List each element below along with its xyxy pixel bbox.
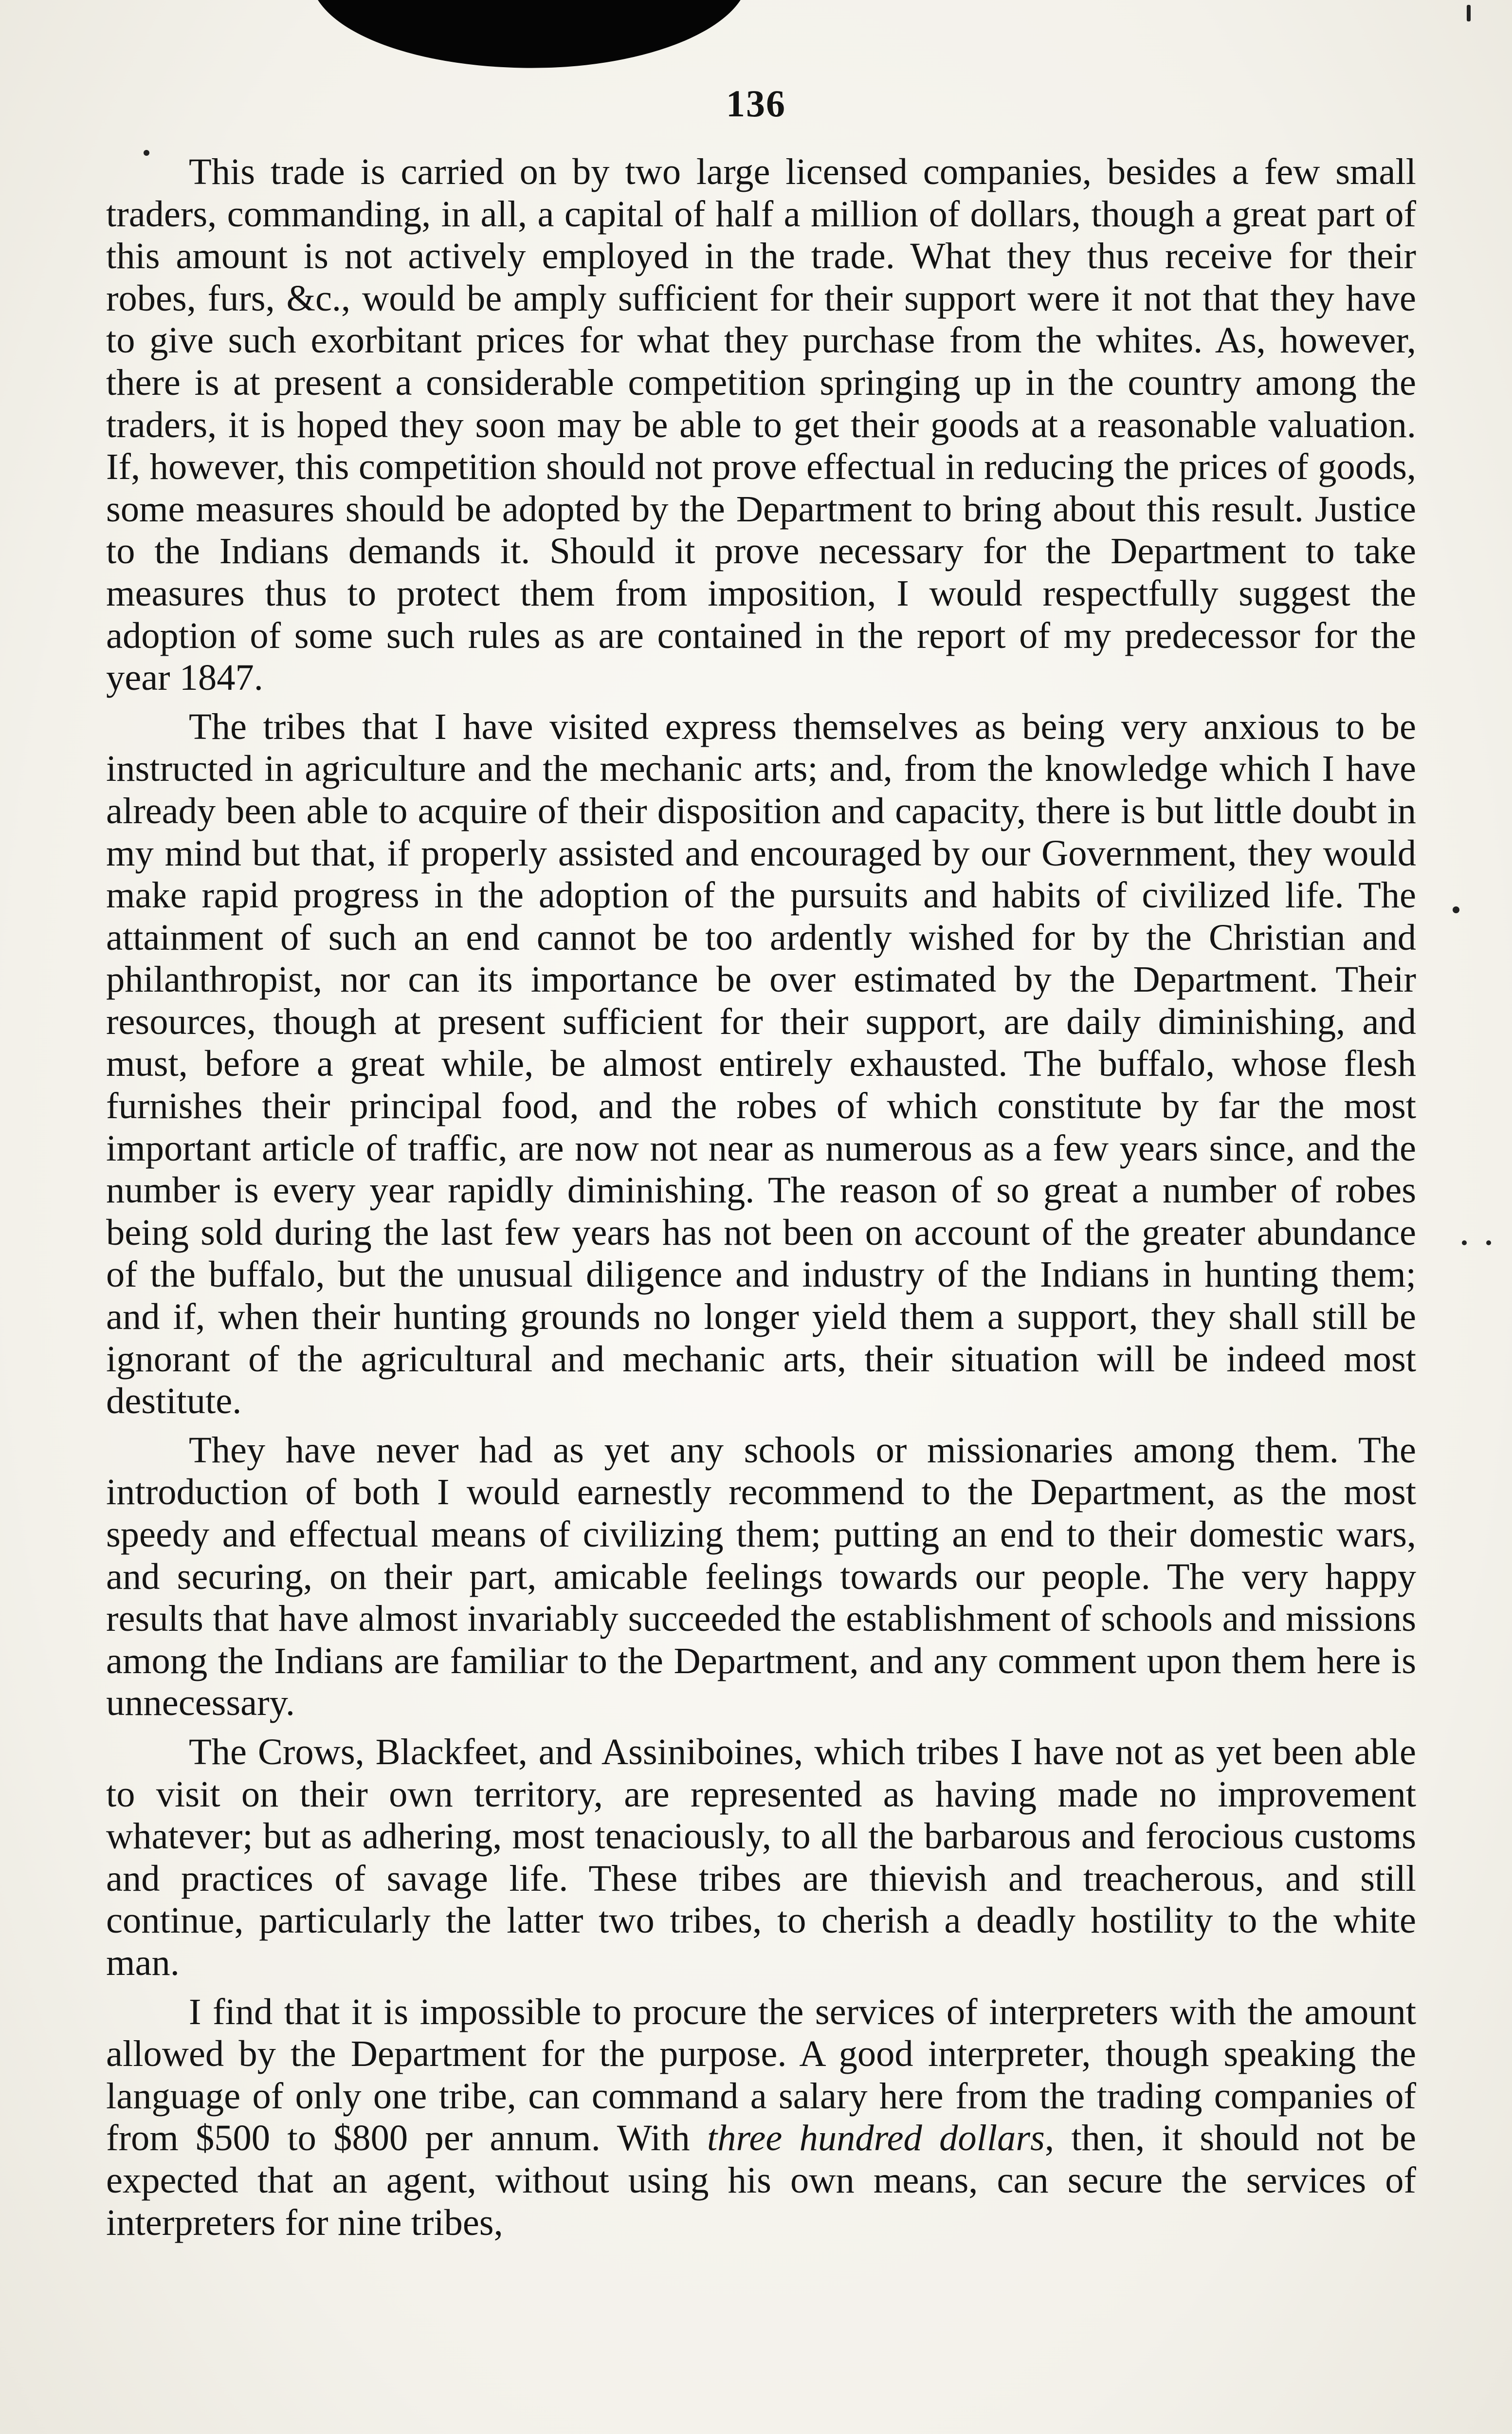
text-segment: The tribes that I have visited express themselves as being very anxious to be instructed in agriculture and the mechanic arts; and, from the knowledge which I have already been able to acquire of their disposition and capacity, there is but little doubt in my mind but that, if properly assisted and encouraged by our Government, they would make rapid progress in the adoption of the pursuits and habits of civilized life. The attainment of such an end cannot be too ardently wished for by the Christian and philanthropist, nor can its importance be over estimated by the Department. Their resources, though at present sufficient for their support, are daily diminishing, and must, before a great while, be almost entirely exhausted. The buffalo, whose flesh furnishes their principal food, and the robes of which constitute by far the most important article of traffic, are now not near as numerous as a few years since, and the number is every year rapidly diminishing. The reason of so great a number of robes being sold during the last few years has not been on account of the greater abundance of the buffalo, but the unusual diligence and industry of the Indians in hunting them; and if, when their hunting grounds no longer yield them a support, they shall still be ignorant of the agricultural and mechanic arts, their situation will be indeed most destitute. (106, 705, 1416, 1422)
paragraph (106, 1731, 1416, 1984)
paragraph (106, 706, 1416, 1422)
paragraph (106, 1991, 1416, 2244)
paragraph (106, 1429, 1416, 1724)
ink-blot (310, 0, 751, 74)
text-segment: , then, it should not be expected that an agent, without using his own means, can secure the services of interpreters for nine tribes, (106, 2117, 1417, 2243)
text-segment: I find that it is impossible to procure the services of interpreters with the amount allowed by the Department for the purpose. A good interpreter, though speaking the language of only one tribe, can command a salary here from the trading companies of from $500 to $800 per annum. With (106, 1991, 1416, 2159)
text-column (106, 151, 1416, 2244)
text-segment: The Crows, Blackfeet, and Assiniboines, which tribes I have not as yet been able to visit on their own territory, are represented as having made no improvement whatever; but as adhering, most tenaciously, to all the barbarous and ferocious customs and practices of savage life. These tribes are thievish and treacherous, and still continue, particularly the latter two tribes, to cherish a deadly hostility to the white man. (106, 1731, 1416, 1983)
edge-mark (1467, 5, 1471, 21)
paragraph (106, 151, 1416, 699)
edge-mark (1453, 906, 1459, 913)
italic-text-segment: three hundred dollars (707, 2117, 1045, 2159)
edge-mark (1462, 1240, 1467, 1245)
page-number: 136 (726, 82, 786, 125)
text-segment: They have never had as yet any schools or missionaries among them. The introduction of both I would earnestly recommend to the Department, as the most speedy and effectual means of civilizing them; putting an end to their domestic wars, and securing, on their part, amicable feelings towards our people. The very happy results that have almost invariably succeeded the establishment of schools and missions among the Indians are familiar to the Department, and any comment upon them here is unnecessary. (106, 1429, 1416, 1724)
edge-mark (1486, 1240, 1491, 1245)
text-segment: This trade is carried on by two large licensed companies, besides a few small traders, commanding, in all, a capital of half a million of dollars, though a great part of this amount is not actively employed in the trade. What they thus receive for their robes, furs, &c., would be amply sufficient for their support were it not that they have to give such exorbitant prices for what they purchase from the whites. As, however, there is at present a considerable competition springing up in the country among the traders, it is hoped they soon may be able to get their goods at a reasonable valuation. If, however, this competition should not prove effectual in reducing the prices of goods, some measures should be adopted by the Department to bring about this result. Justice to the Indians demands it. Should it prove necessary for the Department to take measures thus to protect them from imposition, I would respectfully suggest the adoption of some such rules as are contained in the report of my predecessor for the year 1847. (106, 151, 1416, 699)
